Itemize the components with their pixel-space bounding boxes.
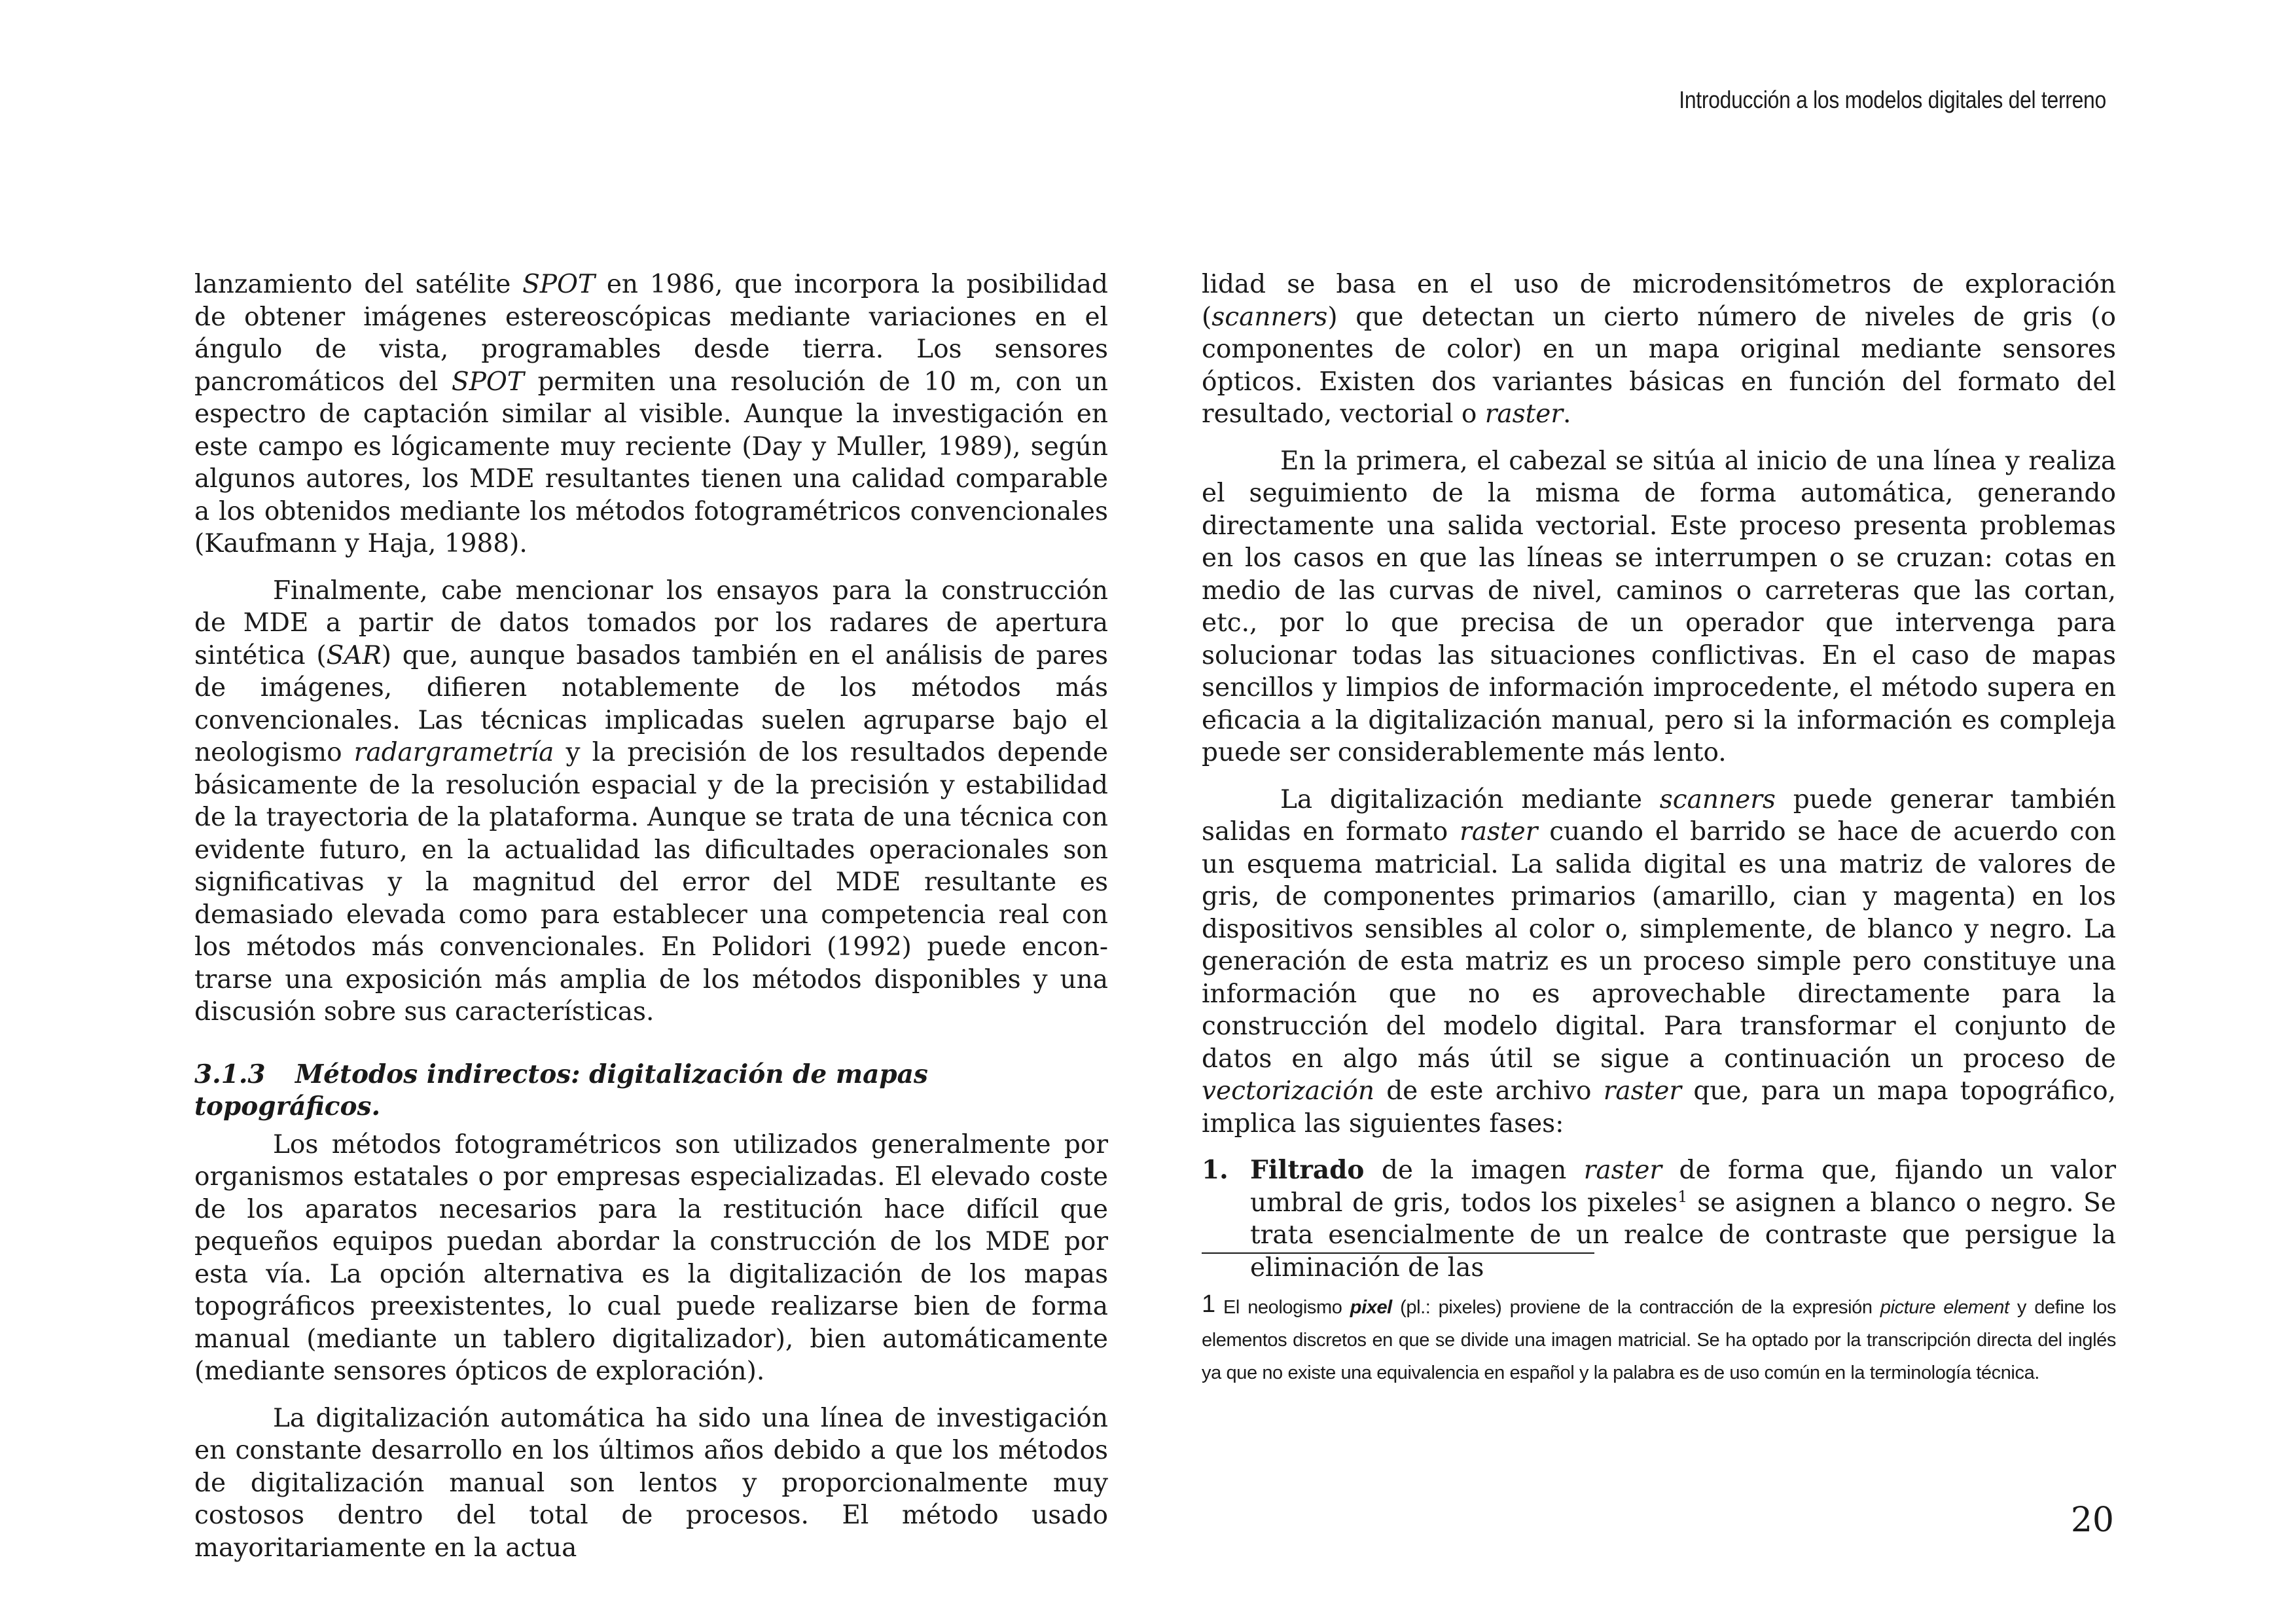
- page-number: 20: [2070, 1501, 2114, 1540]
- paragraph: En la primera, el cabezal se sitúa al inicio de una línea y realiza el seguimiento de la misma de forma automática, generando directamente una salida vectorial. Este proceso presenta problemas en los casos en que las líneas se interrumpen o se cruzan: cotas en medio de las curvas de nivel, caminos o carreteras que las cortan, etc., por lo que precisa de un operador que intervenga para solucionar todas las situaciones conflictivas. En el caso de mapas sencillos y limpios de información improcedente, el método supera en eficacia a la digitalización manual, pero si la información es compleja puede ser considerablemente más lento.: [1202, 446, 2116, 767]
- running-header: Introducción a los modelos digitales del terreno: [1679, 86, 2106, 113]
- paragraph: La digitalización mediante scanners puede generar también salidas en formato raster cuando el barrido se hace de acuerdo con un esquema matricial. La salida digital es una matriz de valores de gris, de componentes primarios (amarillo, cian y magenta) en los dispositivos sensibles al color o, simplemente, de blanco y negro. La generación de esta matriz es un proceso simple pero constituye una información que no es aprovechable directamente para la construcción del modelo digital. Para transformar el conjunto de datos en algo más útil se sigue a continuación un proceso de vectorización de este archivo raster que, para un mapa topográfico, implica las siguientes fases:: [1202, 784, 2116, 1139]
- list-body: Filtrado de la imagen raster de forma que, fijando un valor umbral de gris, todos los pixeles$^1$ se asignen a blanco o negro. Se trata esencialmente de un realce de contraste que persigue la eliminación de las: [1250, 1155, 2116, 1283]
- list-number: 1.: [1202, 1155, 1229, 1185]
- paragraph: La digitalización automática ha sido una línea de investigación en constante desarrollo en los últimos años debido a que los métodos de digitalización manual son lentos y proporcionalmente muy costosos dentro del total de procesos. El método usado mayoritariamente en la actua: [194, 1403, 1108, 1563]
- section-heading: [194, 1059, 1108, 1123]
- left-column: [194, 268, 1108, 1578]
- list-item: [1202, 1154, 2116, 1284]
- footnote: 1 El neologismo pixel (pl.: pixeles) proviene de la contracción de la expresión picture element y define los elementos discretos en que se divide una imagen matricial. Se ha optado por la transcripción directa del inglés ya que no existe una equivalencia en español y la palabra es de uso común en la terminología técnica.: [1202, 1290, 2116, 1383]
- section-title: Métodos indirectos: digitalización de mapas topográficos.: [194, 1059, 928, 1122]
- section-number: 3.1.3: [194, 1059, 266, 1089]
- footnote-reference[interactable]: 1: [1677, 1187, 1688, 1206]
- paragraph: Los métodos fotogramétricos son utilizados generalmente por organismos estatales o por empresas especializadas. El elevado coste de los aparatos necesarios para la restitución hace difícil que pequeños equipos puedan abordar la construcción de los MDE por esta vía. La opción alternativa es la digitalización de los mapas topográficos preexistentes, lo cual puede realizarse bien de forma manual (mediante un tablero digitalizador), bien automáticamente (mediante sensores ópticos de exploración).: [194, 1129, 1108, 1386]
- footnote-divider: [1202, 1252, 1594, 1254]
- right-column: [1202, 268, 2116, 1298]
- paragraph: Finalmente, cabe mencionar los ensayos para la construcción de MDE a partir de datos tomados por los radares de apertura sintética (SAR) que, aunque basados también en el análisis de pares de imágenes, difieren notablemente de los métodos más convencionales. Las técnicas implicadas suelen agruparse bajo el neologismo radargrametría y la precisión de los resultados depende básicamente de la resolución espacial y de la precisión y estabilidad de la trayectoria de la plataforma. Aunque se trata de una técnica con evidente futuro, en la actualidad las dificultades operacionales son significativas y la magnitud del error del MDE resultante es demasiado elevada como para establecer una competencia real con los métodos más convencionales. En Polidori (1992) puede encontrarse una exposición más amplia de los métodos disponibles y una discusión sobre sus características.: [194, 575, 1108, 1027]
- paragraph: lanzamiento del satélite SPOT en 1986, que incorpora la posibilidad de obtener imágenes estereoscópicas mediante variaciones en el ángulo de vista, programables desde tierra. Los sensores pancromáticos del SPOT permiten una resolución de 10 m, con un espectro de captación similar al visible. Aunque la investigación en este campo es lógicamente muy reciente (Day y Muller, 1989), según algunos autores, los MDE resultantes tienen una calidad comparable a los obtenidos mediante los métodos fotogramétricos convencionales (Kaufmann y Haja, 1988).: [194, 270, 1109, 558]
- paragraph: lidad se basa en el uso de microdensitómetros de exploración (scanners) que detectan un cierto número de niveles de gris (o componentes de color) en un mapa original mediante sensores ópticos. Existen dos variantes básicas en función del formato del resultado, vectorial o raster.: [1202, 270, 2116, 429]
- footnote-mark: 1: [1202, 1290, 1215, 1318]
